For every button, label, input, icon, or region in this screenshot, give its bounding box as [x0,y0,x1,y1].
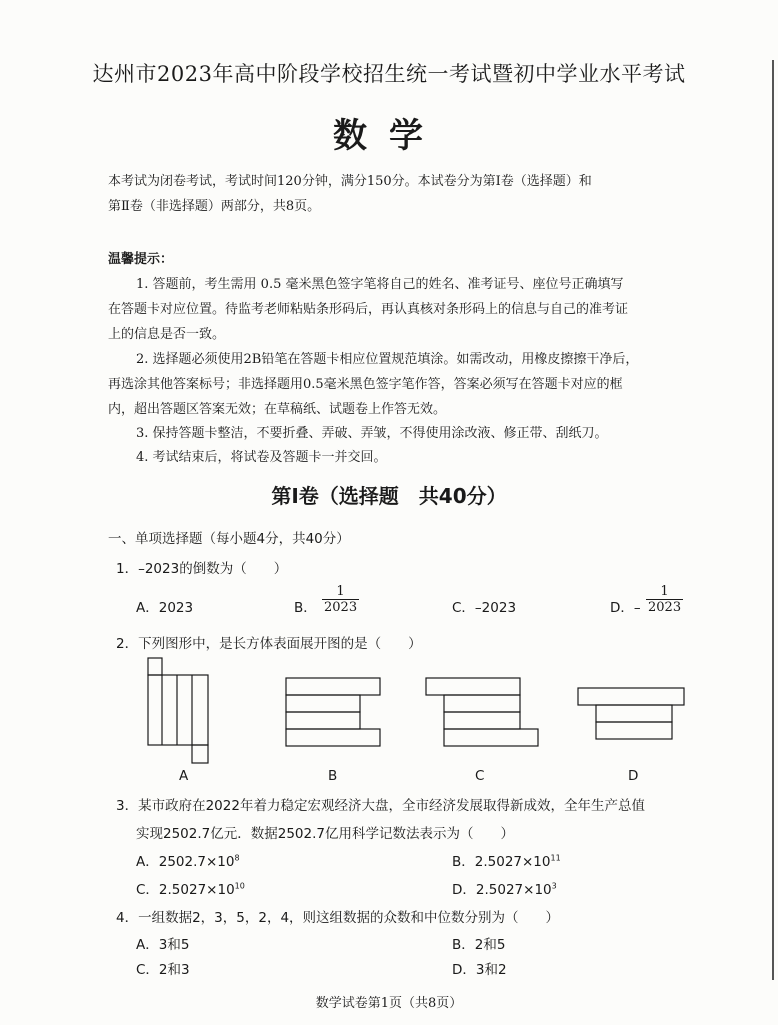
tip-line: 内，超出答题区答案无效；在草稿纸、试题卷上作答无效。 [108,402,447,417]
q1-option-d-fraction [646,584,683,615]
intro-line-1: 本考试为闭卷考试，考试时间120分钟，满分150分。本试卷分为第Ⅰ卷（选择题）和 [108,174,592,189]
q1-option-b-label: B． [294,600,317,616]
tip-line: 在答题卡对应位置。待监考老师粘贴条形码后，再认真核对条形码上的信息与自己的准考证 [108,302,629,317]
exam-title: 达州市2023年高中阶段学校招生统一考试暨初中学业水平考试 [92,62,686,86]
net-label-b: B [328,768,338,784]
tip-line: 2. 选择题必须使用2B铅笔在答题卡相应位置规范填涂。如需改动，用橡皮擦擦干净后， [136,352,639,367]
intro-line-2: 第Ⅱ卷（非选择题）两部分，共8页。 [108,199,321,214]
fraction-denominator: 2023 [648,600,682,615]
net-label-d: D [628,768,639,784]
page-footer: 数学试卷第1页（共8页） [315,996,463,1011]
tip-line: 再选涂其他答案标号；非选择题用0.5毫米黑色签字笔作答，答案必须写在答题卡对应的框 [108,377,623,392]
q4-option-c: C．2和3 [136,962,190,978]
part-heading: 一、单项选择题（每小题4分，共40分） [108,531,350,547]
q4-option-a: A．3和5 [136,937,190,953]
option-text: A．2502.7×10 [136,854,235,870]
exponent: 11 [550,853,561,863]
exponent: 3 [551,881,557,891]
q3-option-d [452,878,557,898]
q3-stem-line-1: 3．某市政府在2022年着力稳定宏观经济大盘，全市经济发展取得新成效，全年生产总值 [116,798,645,814]
page-edge-shadow [772,60,774,980]
section-title: 第Ⅰ卷（选择题 共40分） [271,484,507,508]
exponent: 10 [234,881,245,891]
option-text: D．2.5027×10 [452,882,552,898]
q1-option-a: A．2023 [136,600,194,616]
q3-option-b [452,850,561,870]
fraction-numerator: 1 [336,584,345,599]
option-text: C．2.5027×10 [136,882,235,898]
q3-option-a [136,850,240,870]
exponent: 8 [234,853,240,863]
q3-option-c [136,878,245,898]
q1-option-b-fraction [322,584,359,615]
q2-stem: 2．下列图形中，是长方体表面展开图的是（ ） [116,636,422,652]
q1-option-c: C．–2023 [452,600,517,616]
fraction-denominator: 2023 [324,600,358,615]
net-figure-b [282,670,387,750]
tip-line: 3. 保持答题卡整洁，不要折叠、弄破、弄皱，不得使用涂改液、修正带、刮纸刀。 [136,426,608,441]
q4-stem: 4．一组数据2，3，5，2，4，则这组数据的众数和中位数分别为（ ） [116,910,560,926]
fraction-numerator: 1 [660,584,669,599]
q1-option-d-label: D．– [610,600,641,616]
tip-line: 上的信息是否一致。 [108,327,226,342]
tips-title: 温馨提示： [108,252,174,267]
subject-title: 数学 [333,116,445,156]
q4-option-b: B．2和5 [452,937,506,953]
q3-stem-line-2: 实现2502.7亿元．数据2502.7亿用科学记数法表示为（ ） [136,826,514,842]
net-label-c: C [475,768,485,784]
net-label-a: A [179,768,189,784]
option-text: B．2.5027×10 [452,854,551,870]
tip-line: 1. 答题前，考生需用 0.5 毫米黑色签字笔将自己的姓名、准考证号、座位号正确填写 [136,277,624,292]
net-figure-d [572,680,692,745]
q1-stem: 1．–2023的倒数为（ ） [116,561,288,577]
net-figure-c [420,670,540,750]
net-figure-a [140,655,220,767]
tip-line: 4. 考试结束后，将试卷及答题卡一并交回。 [136,450,387,465]
q4-option-d: D．3和2 [452,962,507,978]
